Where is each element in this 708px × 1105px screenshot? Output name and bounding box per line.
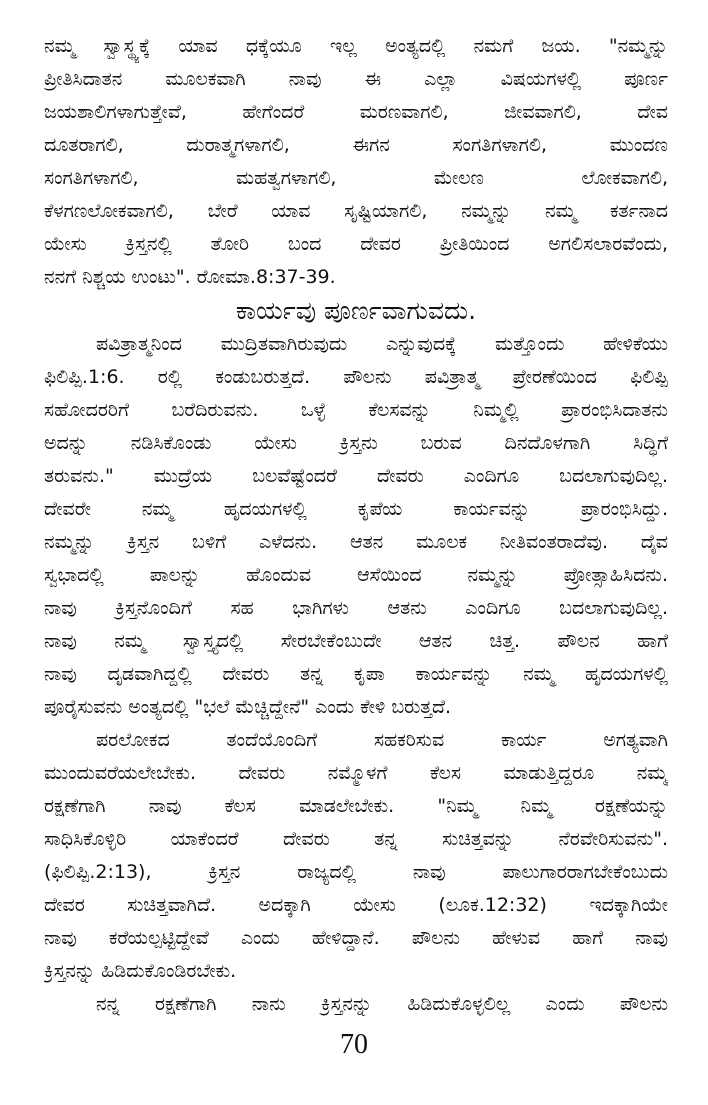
page-number: 70 — [340, 1029, 368, 1060]
text-line: ನಾವು ಕರೆಯಲ್ಪಟ್ಟಿದ್ದೇವೆ ಎಂದು ಹೇಳಿದ್ದಾನೆ. ಪೌಲನು ಹೇಳುವ ಹಾಗೆ ನಾವು — [44, 927, 668, 949]
text-line: ರಕ್ಷಣೆಗಾಗಿ ನಾವು ಕೆಲಸ ಮಾಡಲೇಬೇಕು. "ನಿಮ್ಮ ನಿಮ್ಮ ರಕ್ಷಣೆಯನ್ನು — [44, 795, 668, 817]
text-line: ನಮ್ಮ ಸ್ವಾಸ್ಥ್ಯಕ್ಕೆ ಯಾವ ಧಕ್ಕೆಯೂ ಇಲ್ಲ ಅಂತ್ಯದಲ್ಲಿ ನಮಗೆ ಜಯ. "ನಮ್ಮನ್ನು — [44, 35, 668, 57]
text-line: ತರುವನು." ಮುದ್ರೆಯ ಬಲವೆಷ್ಟೆಂದರೆ ದೇವರು ಎಂದಿಗೂ ಬದಲಾಗುವುದಿಲ್ಲ. — [44, 465, 668, 487]
text-line: ಪ್ರೀತಿಸಿದಾತನ ಮೂಲಕವಾಗಿ ನಾವು ಈ ಎಲ್ಲಾ ವಿಷಯಗಳಲ್ಲಿ ಪೂರ್ಣ — [44, 68, 668, 90]
text-line: ದೂತರಾಗಲಿ, ದುರಾತ್ಮಗಳಾಗಲಿ, ಈಗನ ಸಂಗತಿಗಳಾಗಲಿ, ಮುಂದಣ — [44, 134, 668, 156]
paragraph-4 — [44, 988, 668, 1021]
paragraph-2 — [44, 328, 668, 724]
text-line: ಜಯಶಾಲಿಗಳಾಗುತ್ತೇವೆ, ಹೇಗೆಂದರೆ ಮರಣವಾಗಲಿ, ಜೀವವಾಗಲಿ, ದೇವ — [44, 101, 668, 123]
text-line: ನಾವು ಕ್ರಿಸ್ತನೊಂದಿಗೆ ಸಹ ಭಾಗಿಗಳು ಆತನು ಎಂದಿಗೂ ಬದಲಾಗುವುದಿಲ್ಲ. — [44, 597, 668, 619]
text-line: ನನ್ನ ರಕ್ಷಣೆಗಾಗಿ ನಾನು ಕ್ರಿಸ್ತನನ್ನು ಹಿಡಿದುಕೊಳ್ಳಲಿಲ್ಲ ಎಂದು ಪೌಲನು — [96, 993, 668, 1015]
text-line: ಅದನ್ನು ನಡಿಸಿಕೊಂಡು ಯೇಸು ಕ್ರಿಸ್ತನು ಬರುವ ದಿನದೊಳಗಾಗಿ ಸಿದ್ಧಿಗೆ — [44, 432, 668, 454]
paragraph-1 — [44, 30, 668, 294]
text-line: ಕೆಳಗಣಲೋಕವಾಗಲಿ, ಬೇರೆ ಯಾವ ಸೃಷ್ಟಿಯಾಗಲಿ, ನಮ್ಮನ್ನು ನಮ್ಮ ಕರ್ತನಾದ — [44, 200, 668, 222]
text-line: ಪರಲೋಕದ ತಂದೆಯೊಂದಿಗೆ ಸಹಕರಿಸುವ ಕಾರ್ಯ ಅಗತ್ಯವಾಗಿ — [96, 729, 668, 751]
text-line: ಸಾಧಿಸಿಕೊಳ್ಳಿರಿ ಯಾಕೆಂದರೆ ದೇವರು ತನ್ನ ಸುಚಿತ್ತವನ್ನು ನೆರವೇರಿಸುವನು". — [44, 828, 668, 850]
text-line: ದೇವರ ಸುಚಿತ್ತವಾಗಿದೆ. ಅದಕ್ಕಾಗಿ ಯೇಸು (ಲೂಕ.12:32) ಇದಕ್ಕಾಗಿಯೇ — [44, 894, 668, 916]
section-heading: ಕಾರ್ಯವು ಪೂರ್ಣವಾಗುವದು. — [235, 296, 477, 325]
text-line: ಪವಿತ್ರಾತ್ಮನಿಂದ ಮುದ್ರಿತವಾಗಿರುವುದು ಎನ್ನುವುದಕ್ಕೆ ಮತ್ತೊಂದು ಹೇಳಿಕೆಯು — [96, 333, 668, 355]
text-line: ಫಿಲಿಪ್ಪಿ.1:6. ರಲ್ಲಿ ಕಂಡುಬರುತ್ತದೆ. ಪೌಲನು ಪವಿತ್ರಾತ್ಮ ಪ್ರೇರಣೆಯಿಂದ ಫಿಲಿಪ್ಪಿ — [44, 366, 668, 388]
text-line: ಸಂಗತಿಗಳಾಗಲಿ, ಮಹತ್ವಗಳಾಗಲಿ, ಮೇಲಣ ಲೋಕವಾಗಲಿ, — [44, 167, 668, 189]
text-line: ಮುಂದುವರೆಯಲೇಬೇಕು. ದೇವರು ನಮ್ಮೊಳಗೆ ಕೆಲಸ ಮಾಡುತ್ತಿದ್ದರೂ ನಮ್ಮ — [44, 762, 668, 784]
text-line: ಪೂರೈಸುವನು ಅಂತ್ಯದಲ್ಲಿ "ಭಲೆ ಮೆಚ್ಚಿದ್ದೇನೆ" ಎಂದು ಕೇಳಿ ಬರುತ್ತದೆ. — [44, 696, 452, 718]
text-line: ನಮ್ಮನ್ನು ಕ್ರಿಸ್ತನ ಬಳಿಗೆ ಎಳೆದನು. ಆತನ ಮೂಲಕ ನೀತಿವಂತರಾದೆವು. ದೈವ — [44, 531, 668, 553]
text-line: ನಾವು ನಮ್ಮ ಸ್ವಾಸ್ತ್ಯದಲ್ಲಿ ಸೇರಬೇಕೆಂಬುದೇ ಆತನ ಚಿತ್ತ. ಪೌಲನ ಹಾಗೆ — [44, 630, 668, 652]
text-line: ಸ್ವಭಾದಲ್ಲಿ ಪಾಲನ್ನು ಹೊಂದುವ ಆಸೆಯಿಂದ ನಮ್ಮನ್ನು ಪ್ರೋತ್ಸಾಹಿಸಿದನು. — [44, 564, 668, 586]
text-line: ನಾವು ದೃಡವಾಗಿದ್ದಲ್ಲಿ ದೇವರು ತನ್ನ ಕೃಪಾ ಕಾರ್ಯವನ್ನು ನಮ್ಮ ಹೃದಯಗಳಲ್ಲಿ — [44, 663, 668, 685]
text-line: (ಫಿಲಿಪ್ಪಿ.2:13), ಕ್ರಿಸ್ತನ ರಾಜ್ಯದಲ್ಲಿ ನಾವು ಪಾಲುಗಾರರಾಗಬೇಕೆಂಬುದು — [44, 861, 668, 883]
paragraph-3 — [44, 724, 668, 988]
text-line: ದೇವರೇ ನಮ್ಮ ಹೃದಯಗಳಲ್ಲಿ ಕೃಪೆಯ ಕಾರ್ಯವನ್ನು ಪ್ರಾರಂಭಿಸಿದ್ದು. — [44, 498, 668, 520]
text-line: ನನಗೆ ನಿಶ್ಚಯ ಉಂಟು". ರೋಮಾ.8:37-39. — [44, 266, 336, 288]
text-line: ಸಹೋದರರಿಗೆ ಬರೆದಿರುವನು. ಒಳ್ಳೆ ಕೆಲಸವನ್ನು ನಿಮ್ಮಲ್ಲಿ ಪ್ರಾರಂಭಿಸಿದಾತನು — [44, 399, 668, 421]
text-line: ಕ್ರಿಸ್ತನನ್ನು ಹಿಡಿದುಕೊಂಡಿರಬೇಕು. — [44, 960, 237, 982]
document-page — [44, 30, 668, 1021]
text-line: ಯೇಸು ಕ್ರಿಸ್ತನಲ್ಲಿ ತೋರಿ ಬಂದ ದೇವರ ಪ್ರೀತಿಯಿಂದ ಅಗಲಿಸಲಾರವೆಂದು, — [44, 233, 668, 255]
